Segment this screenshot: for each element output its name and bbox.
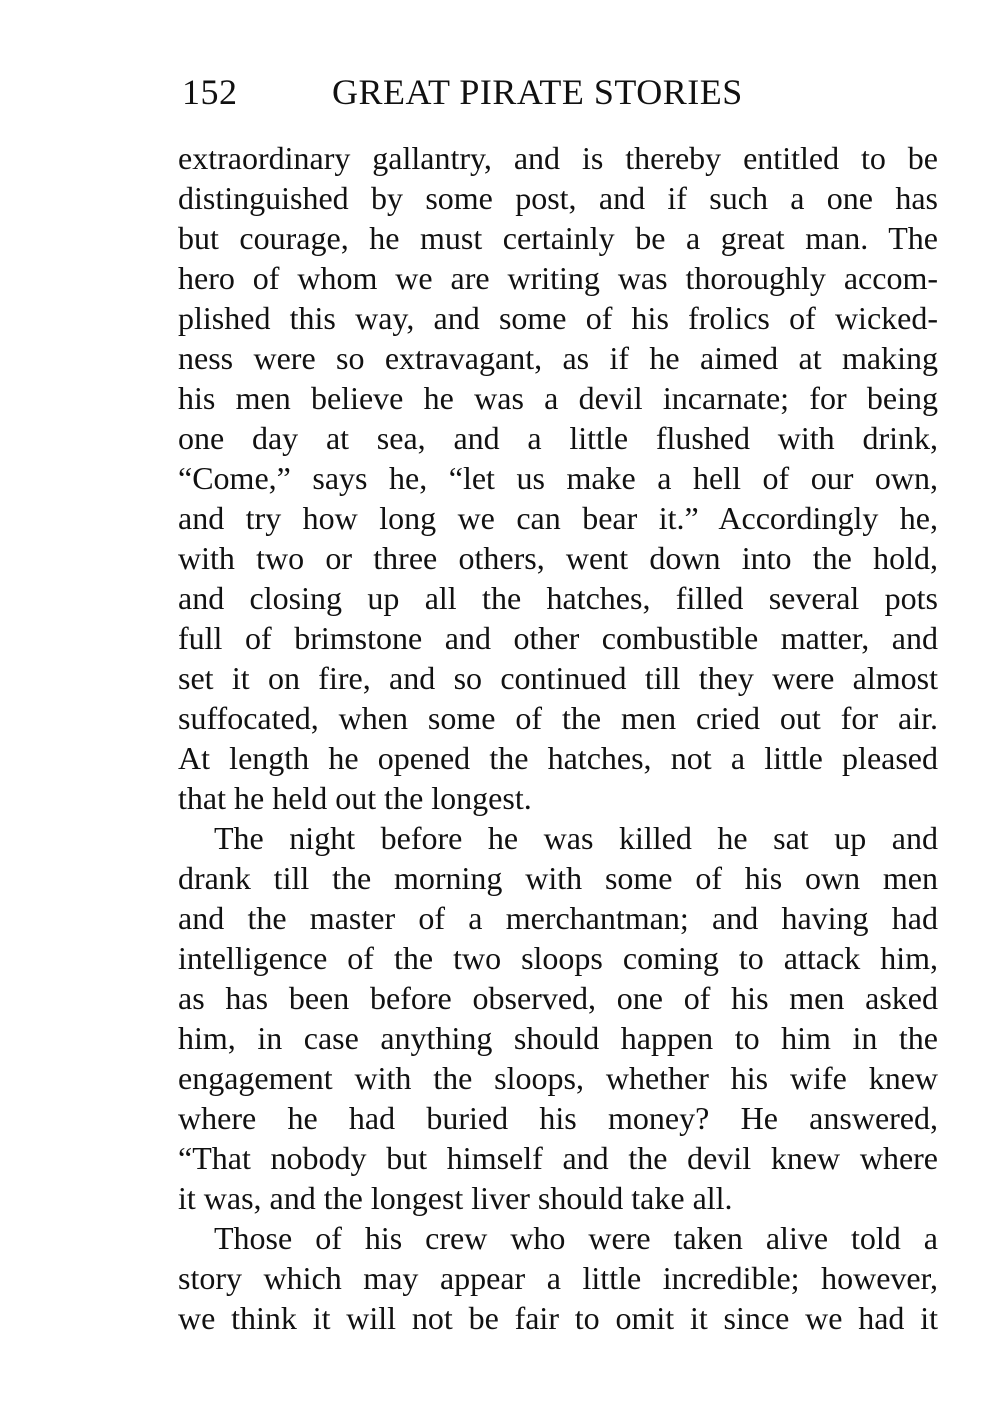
text-line: we think it will not be fair to omit it since we had it xyxy=(178,1300,938,1336)
text-line: intelligence of the two sloops coming to attack him, xyxy=(178,940,938,976)
text-line: it was, and the longest liver should take all. xyxy=(178,1180,733,1216)
page-number: 152 xyxy=(182,72,238,112)
text-line: drank till the morning with some of his own men xyxy=(178,860,938,896)
text-line: one day at sea, and a little flushed with drink, xyxy=(178,420,938,456)
text-line: and closing up all the hatches, filled several pots xyxy=(178,580,938,616)
text-line: ness were so extravagant, as if he aimed at making xyxy=(178,340,938,376)
text-line: suffocated, when some of the men cried out for air. xyxy=(178,700,938,736)
text-line: as has been before observed, one of his men asked xyxy=(178,980,938,1016)
text-line: The night before he was killed he sat up and xyxy=(214,820,938,856)
text-line: set it on fire, and so continued till they were almost xyxy=(178,660,938,696)
text-line: distinguished by some post, and if such a one has xyxy=(178,180,938,216)
body-text xyxy=(178,138,938,1338)
text-line: extraordinary gallantry, and is thereby entitled to be xyxy=(178,140,938,176)
text-line: plished this way, and some of his frolics of wicked- xyxy=(178,300,938,336)
text-line: and try how long we can bear it.” Accordingly he, xyxy=(178,500,938,536)
running-title: GREAT PIRATE STORIES xyxy=(332,72,743,112)
text-line: his men believe he was a devil incarnate; for being xyxy=(178,380,938,416)
text-line: full of brimstone and other combustible matter, and xyxy=(178,620,938,656)
text-line: “Come,” says he, “let us make a hell of our own, xyxy=(178,460,938,496)
text-line: with two or three others, went down into the hold, xyxy=(178,540,938,576)
text-line: and the master of a merchantman; and having had xyxy=(178,900,938,936)
text-line: “That nobody but himself and the devil knew where xyxy=(178,1140,938,1176)
text-line: engagement with the sloops, whether his wife knew xyxy=(178,1060,938,1096)
text-line: Those of his crew who were taken alive told a xyxy=(214,1220,938,1256)
text-line: that he held out the longest. xyxy=(178,780,532,816)
running-header xyxy=(182,70,942,114)
text-line: story which may appear a little incredible; however, xyxy=(178,1260,938,1296)
text-line: hero of whom we are writing was thoroughly accom- xyxy=(178,260,938,296)
text-line: where he had buried his money? He answered, xyxy=(178,1100,938,1136)
text-line: but courage, he must certainly be a great man. The xyxy=(178,220,938,256)
text-line: him, in case anything should happen to him in the xyxy=(178,1020,938,1056)
text-line: At length he opened the hatches, not a little pleased xyxy=(178,740,938,776)
